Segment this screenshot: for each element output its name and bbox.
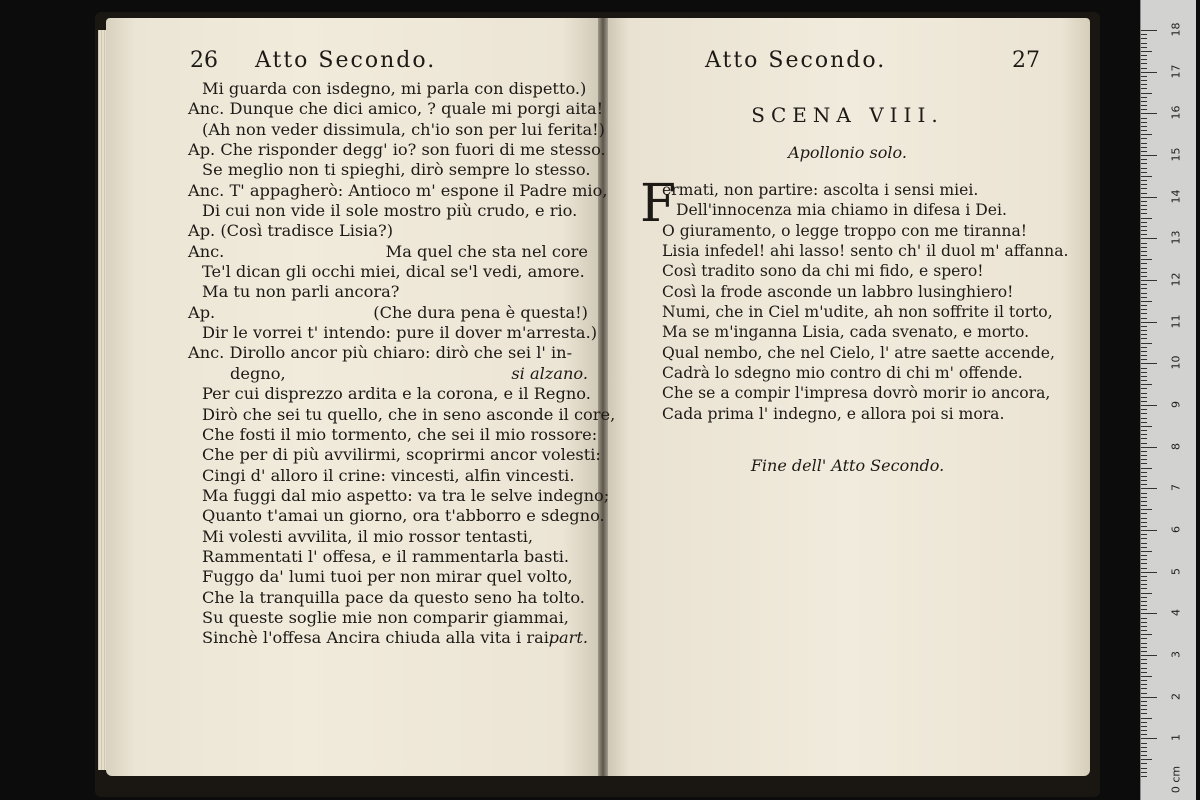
ruler-tick [1141,347,1147,348]
ruler-tick [1141,38,1147,39]
ruler-tick [1141,272,1147,273]
ruler-tick [1141,672,1147,673]
text-line [188,485,610,506]
line-text: Anc. Dunque che dici amico, ? quale mi porgi aita! [188,99,604,119]
ruler-label: 0 cm [1169,765,1183,794]
ruler-tick [1141,288,1147,289]
text-line [662,261,1082,281]
ruler-tick [1141,580,1147,581]
ruler-tick [1141,472,1147,473]
ruler-tick [1141,213,1147,214]
ruler-tick [1141,572,1157,573]
line-text: Ap. (Così tradisce Lisia?) [188,221,394,241]
ruler-tick [1141,226,1147,227]
ruler-tick [1141,563,1147,564]
ruler-tick [1141,43,1147,44]
ruler-tick [1141,372,1147,373]
ruler-label: 18 [1169,22,1183,37]
text-line [188,588,588,608]
ruler-tick [1141,593,1152,594]
ruler-tick [1141,72,1157,73]
ruler-tick [1141,647,1147,648]
text-line [188,424,598,445]
ruler-tick [1141,401,1147,402]
ruler-tick [1141,638,1147,639]
text-line [188,79,588,99]
ruler-tick [1141,547,1147,548]
ruler-tick [1141,309,1147,310]
ruler-tick [1141,63,1147,64]
ruler-tick [1141,355,1147,356]
ruler-tick [1141,622,1147,623]
ruler-tick [1141,463,1147,464]
line-text: Te'l dican gli occhi miei, dical se'l vedi, amore. [202,262,585,282]
ruler-tick [1141,634,1152,635]
text-line [662,200,1082,220]
ruler-tick [1141,151,1147,152]
line-text: Dirò che sei tu quello, che in seno asconde il core, [202,404,616,424]
ruler-label: 15 [1169,147,1183,162]
text-line [188,466,588,486]
ruler-tick [1141,405,1157,406]
ruler-tick [1141,713,1147,714]
ruler-tick [1141,434,1147,435]
text-line [188,282,588,302]
ruler-label: 12 [1169,272,1183,287]
ruler-label: 8 [1169,442,1183,450]
ruler-tick [1141,730,1147,731]
ruler-tick [1141,709,1147,710]
ruler-tick [1141,630,1147,631]
ruler-label: 10 [1169,355,1183,370]
ruler-tick [1141,122,1147,123]
ruler-tick [1141,184,1147,185]
ruler-tick [1141,668,1147,669]
text-line [662,383,1082,403]
ruler-tick [1141,218,1152,219]
ruler-tick [1141,247,1147,248]
line-text: Così tradito sono da chi mi fido, e spero! [662,262,984,281]
line-text: Ma fuggi dal mio aspetto: va tra le selve indegno; [202,485,610,505]
ruler-label: 5 [1169,567,1183,575]
bleed-through-1 [660,420,665,438]
ruler-tick [1141,663,1147,664]
ruler-label: 14 [1169,189,1183,204]
text-line [188,221,588,241]
ruler-tick [1141,68,1147,69]
ruler-tick [1141,147,1147,148]
line-text: Dell'innocenza mia chiamo in difesa i Dei. [676,201,1007,220]
line-text: Mi volesti avvilita, il mio rossor tentasti, [202,526,534,546]
ruler-tick [1141,205,1147,206]
ruler-tick [1141,522,1147,523]
ruler-tick [1141,534,1147,535]
ruler-tick [1141,176,1152,177]
left-running-head: Atto Secondo. [255,48,437,73]
ruler-tick [1141,243,1147,244]
ruler-tick [1141,197,1157,198]
ruler-tick [1141,551,1152,552]
line-text: Dir le vorrei t' intendo: pure il dover m'arresta.) [202,323,598,343]
ruler-tick [1141,238,1157,239]
text-line [188,384,591,404]
text-line [188,404,616,425]
ruler-tick [1141,413,1147,414]
text-line [188,119,605,140]
ruler-tick [1141,47,1147,48]
ruler-tick [1141,343,1152,344]
line-text: Fuggo da' lumi tuoi per non mirar quel volto, [202,567,573,587]
line-text: Su queste soglie mie non comparir giammai, [202,607,569,627]
line-text: Anc. [188,241,225,261]
ruler-tick [1141,601,1147,602]
line-text: Ma tu non parli ancora? [202,282,400,302]
ruler-tick [1141,280,1157,281]
ruler-tick [1141,80,1147,81]
ruler-tick [1141,284,1147,285]
ruler-tick [1141,576,1147,577]
ruler-tick [1141,755,1147,756]
ruler-tick [1141,451,1147,452]
ruler-label: 1 [1169,734,1183,742]
ruler-tick [1141,530,1157,531]
text-line [188,242,588,262]
ruler-tick [1141,322,1157,323]
text-line [188,608,588,628]
ruler-tick [1141,268,1147,269]
text-line [188,364,588,384]
ruler-tick [1141,422,1147,423]
line-text: Anc. Dirollo ancor più chiaro: dirò che sei l' in- [188,343,573,363]
ruler-tick [1141,380,1147,381]
text-line [662,322,1082,342]
line-right-text: (Che dura pena è questa!) [373,302,588,322]
ruler-tick [1141,313,1147,314]
ruler-tick [1141,659,1147,660]
ruler-tick [1141,772,1147,773]
text-line [662,241,1082,261]
ruler-tick [1141,234,1147,235]
ruler-tick [1141,526,1147,527]
ruler-tick [1141,738,1157,739]
ruler-tick [1141,276,1147,277]
text-line [188,180,608,201]
text-line [662,302,1082,322]
ruler-tick [1141,88,1147,89]
ruler-label: 13 [1169,230,1183,245]
ruler-tick [1141,430,1147,431]
ruler-label: 6 [1169,526,1183,533]
ruler-tick [1141,222,1147,223]
text-line [188,547,588,567]
ruler-label: 7 [1169,484,1183,492]
measurement-ruler [1140,0,1196,800]
line-text: O giuramento, o legge troppo con me tiranna! [662,221,1028,240]
ruler-tick [1141,747,1147,748]
ruler-tick [1141,105,1147,106]
ruler-tick [1141,388,1147,389]
ruler-tick [1141,409,1147,410]
ruler-label: 17 [1169,64,1183,79]
text-line [662,363,1082,383]
text-line [662,180,1082,200]
ruler-tick [1141,459,1147,460]
ruler-tick [1141,30,1157,31]
ruler-tick [1141,159,1147,160]
line-text: Se meglio non ti spieghi, dirò sempre lo stesso. [202,160,591,180]
ruler-tick [1141,293,1147,294]
right-running-head: Atto Secondo. [705,48,887,73]
text-line [188,160,591,180]
ruler-tick [1141,776,1147,777]
ruler-tick [1141,76,1147,77]
ruler-tick [1141,118,1147,119]
left-page-text [188,79,616,649]
ruler-tick [1141,701,1147,702]
line-right-text: si alzano. [511,363,588,383]
ruler-label: 11 [1169,314,1183,329]
ruler-tick [1141,334,1147,335]
ruler-tick [1141,513,1147,514]
ruler-tick [1141,143,1147,144]
text-line [188,527,588,547]
line-text: degno, [230,363,286,383]
ruler-tick [1141,584,1147,585]
ruler-tick [1141,447,1157,448]
ruler-tick [1141,680,1147,681]
line-right-text: part. [548,628,588,648]
ruler-tick [1141,338,1147,339]
ruler-tick [1141,505,1147,506]
right-page-number: 27 [1012,48,1040,73]
ruler-label: 9 [1169,401,1183,408]
scene-title: SCENA VIII. [751,103,944,127]
ruler-tick [1141,488,1157,489]
ruler-tick [1141,34,1147,35]
ruler-tick [1141,93,1152,94]
line-text: Ap. Che risponder degg' io? son fuori di me stesso. [188,140,606,160]
line-text: Ma se m'inganna Lisia, cada svenato, e morto. [662,323,1030,342]
line-text: Per cui disprezzo ardita e la corona, e il Regno. [202,384,591,404]
ruler-tick [1141,59,1147,60]
ruler-tick [1141,351,1147,352]
line-text: Lisia infedel! ahi lasso! sento ch' il duol m' affanna. [662,242,1069,261]
ruler-tick [1141,297,1147,298]
ruler-tick [1141,201,1147,202]
line-text: Rammentati l' offesa, e il rammentarla basti. [202,546,570,566]
ruler-tick [1141,476,1147,477]
ruler-tick [1141,480,1147,481]
ruler-tick [1141,768,1147,769]
ruler-tick [1141,84,1147,85]
left-page-number: 26 [190,48,218,73]
ruler-tick [1141,751,1147,752]
line-text: Ap. [188,302,216,322]
line-text: Sinchè l'offesa Ancira chiuda alla vita i rai. [202,628,555,648]
ruler-tick [1141,468,1152,469]
ruler-tick [1141,393,1147,394]
ruler-tick [1141,588,1147,589]
ruler-tick [1141,259,1152,260]
text-line [188,343,588,363]
ruler-label: 16 [1169,105,1183,120]
text-line [188,303,588,323]
ruler-tick [1141,209,1147,210]
ruler-tick [1141,559,1147,560]
ruler-tick [1141,134,1152,135]
text-line [188,323,598,343]
ruler-tick [1141,693,1147,694]
text-line [188,567,588,587]
line-text: ermati, non partire: ascolta i sensi miei. [662,181,979,199]
ruler-tick [1141,130,1147,131]
line-text: Così la frode asconde un labbro lusinghiero! [662,282,1014,301]
line-text: Quanto t'amai un giorno, ora t'abborro e sdegno. [202,506,605,526]
ruler-tick [1141,359,1147,360]
ruler-tick [1141,193,1147,194]
ruler-tick [1141,597,1147,598]
line-text: (Ah non veder dissimula, ch'io son per lui ferita!) [202,119,605,139]
ruler-tick [1141,368,1147,369]
ruler-tick [1141,655,1157,656]
ruler-tick [1141,743,1147,744]
ruler-tick [1141,305,1147,306]
ruler-tick [1141,426,1152,427]
act-closing: Fine dell' Atto Secondo. [750,456,945,475]
ruler-tick [1141,697,1157,698]
line-text: Cadrà lo sdegno mio contro di chi m' offende. [662,364,1023,383]
line-text: Numi, che in Ciel m'udite, ah non soffrite il torto, [662,303,1053,322]
ruler-label: 3 [1169,651,1183,658]
text-line [188,506,605,526]
ruler-tick [1141,643,1147,644]
text-line [188,262,588,282]
ruler-tick [1141,726,1147,727]
ruler-tick [1141,326,1147,327]
ruler-tick [1141,251,1147,252]
line-text: Qual nembo, che nel Cielo, l' atre saette accende, [662,343,1055,362]
ruler-tick [1141,180,1147,181]
ruler-tick [1141,618,1147,619]
line-text: Che la tranquilla pace da questo seno ha tolto. [202,587,585,607]
ruler-tick [1141,651,1147,652]
ruler-tick [1141,418,1147,419]
ruler-tick [1141,509,1152,510]
ruler-tick [1141,493,1147,494]
ruler-tick [1141,126,1147,127]
ruler-tick [1141,97,1147,98]
ruler-tick [1141,555,1147,556]
scene-speaker: Apollonio solo. [788,143,907,162]
ruler-tick [1141,172,1147,173]
ruler-tick [1141,188,1147,189]
ruler-tick [1141,705,1147,706]
ruler-tick [1141,101,1147,102]
ruler-tick [1141,684,1147,685]
text-line [188,628,588,648]
ruler-tick [1141,109,1147,110]
right-page-text [662,180,1082,424]
ruler-tick [1141,113,1157,114]
ruler-tick [1141,497,1147,498]
text-line [662,343,1082,363]
ruler-tick [1141,734,1147,735]
ruler-label: 2 [1169,692,1183,700]
ruler-tick [1141,263,1147,264]
ruler-tick [1141,301,1152,302]
ruler-tick [1141,384,1152,385]
ruler-tick [1141,613,1157,614]
ruler-tick [1141,688,1147,689]
ruler-tick [1141,255,1147,256]
ruler-tick [1141,676,1152,677]
ruler-tick [1141,330,1147,331]
ruler-label: 4 [1169,609,1183,617]
ruler-tick [1141,363,1157,364]
line-text: Cada prima l' indegno, e allora poi si mora. [662,404,1005,423]
ruler-tick [1141,501,1147,502]
ruler-tick [1141,397,1147,398]
text-line [188,140,606,160]
line-text: Che per di più avvilirmi, scoprirmi ancor volesti: [202,445,601,465]
ruler-tick [1141,155,1157,156]
ruler-tick [1141,609,1147,610]
ruler-tick [1141,605,1147,606]
text-line [662,282,1082,302]
ruler-tick [1141,55,1147,56]
text-line [662,404,1082,424]
ruler-tick [1141,318,1147,319]
ruler-tick [1141,455,1147,456]
ruler-tick [1141,759,1152,760]
text-line [188,201,588,221]
text-line [188,445,601,465]
ruler-tick [1141,763,1147,764]
ruler-tick [1141,138,1147,139]
ruler-tick [1141,168,1147,169]
ruler-tick [1141,538,1147,539]
ruler-tick [1141,51,1152,52]
text-line [662,221,1082,241]
ruler-tick [1141,626,1147,627]
ruler-tick [1141,722,1147,723]
ruler-tick [1141,568,1147,569]
ruler-tick [1141,376,1147,377]
line-text: Mi guarda con isdegno, mi parla con dispetto.) [202,79,587,98]
ruler-tick [1141,718,1152,719]
text-line [188,99,604,119]
line-text: Di cui non vide il sole mostro più crudo, e rio. [202,201,578,221]
ruler-tick [1141,443,1147,444]
line-text: Cingi d' alloro il crine: vincesti, alfin vincesti. [202,465,575,485]
drop-cap: F [640,174,677,234]
ruler-tick [1141,438,1147,439]
line-text: Che fosti il mio tormento, che sei il mio rossore: [202,424,598,444]
ruler-tick [1141,518,1147,519]
line-right-text: Ma quel che sta nel core [385,241,588,261]
ruler-tick [1141,543,1147,544]
ruler-tick [1141,484,1147,485]
ruler-tick [1141,163,1147,164]
line-text: Che se a compir l'impresa dovrò morir io ancora, [662,384,1051,403]
line-text: Anc. T' appagherò: Antioco m' espone il Padre mio, [188,180,608,200]
ruler-tick [1141,230,1147,231]
